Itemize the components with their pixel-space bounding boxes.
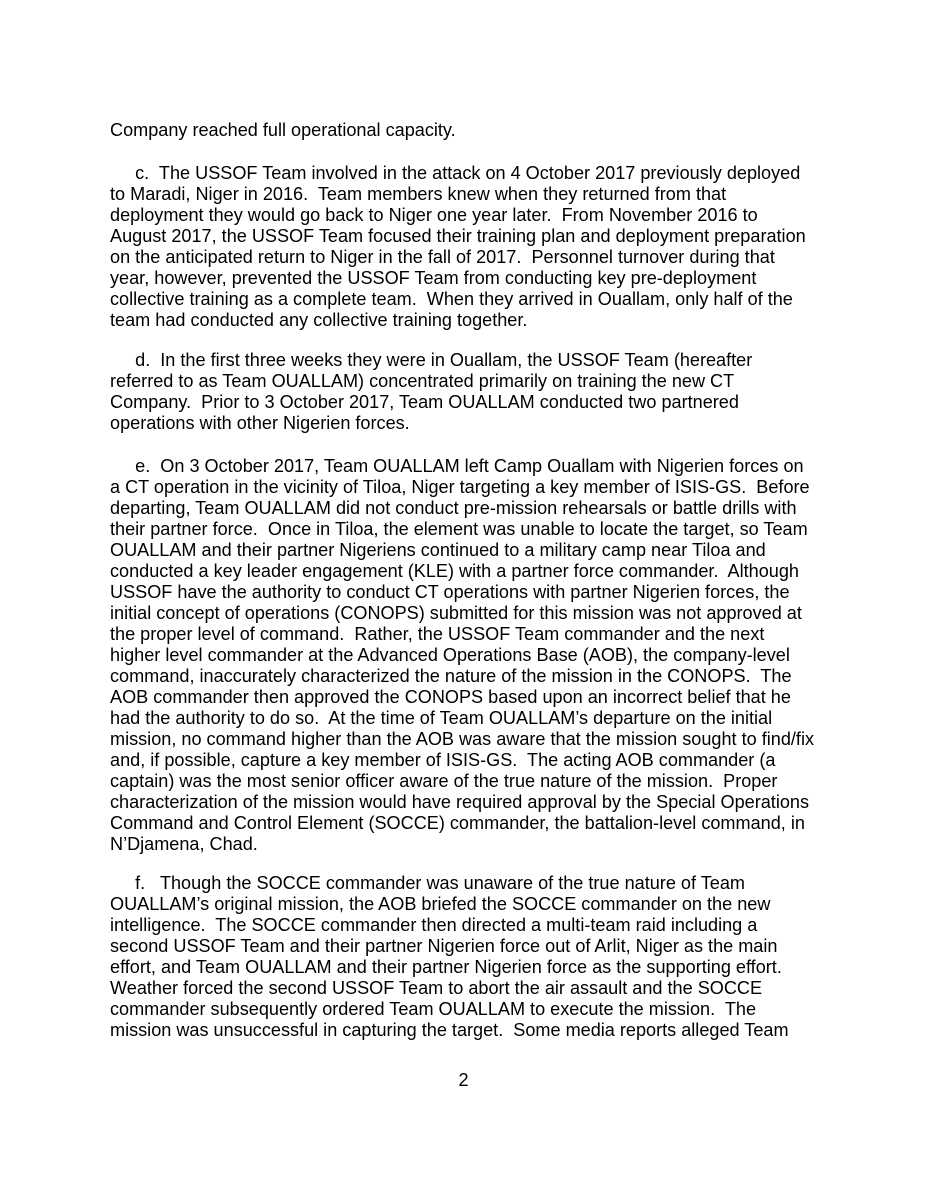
text-line: effort, and Team OUALLAM and their partner Nigerien force as the supporting effort. bbox=[110, 957, 782, 977]
text-line: their partner force. Once in Tiloa, the element was unable to locate the target, so Team bbox=[110, 519, 808, 539]
text-line: second USSOF Team and their partner Nigerien force out of Arlit, Niger as the main bbox=[110, 936, 778, 956]
text-line: mission, no command higher than the AOB was aware that the mission sought to find/fix bbox=[110, 729, 815, 749]
text-line: AOB commander then approved the CONOPS based upon an incorrect belief that he bbox=[110, 687, 791, 707]
text-line: OUALLAM’s original mission, the AOB briefed the SOCCE commander on the new bbox=[110, 894, 771, 914]
paragraph-f bbox=[110, 873, 822, 1041]
paragraph-continuation bbox=[110, 120, 822, 141]
text-line: the proper level of command. Rather, the USSOF Team commander and the next bbox=[110, 624, 765, 644]
text-line: on the anticipated return to Niger in the fall of 2017. Personnel turnover during that bbox=[110, 247, 775, 267]
page-number: 2 bbox=[458, 1070, 469, 1090]
text-line: higher level commander at the Advanced Operations Base (AOB), the company-level bbox=[110, 645, 790, 665]
text-line: initial concept of operations (CONOPS) submitted for this mission was not approved at bbox=[110, 603, 802, 623]
text-line: mission was unsuccessful in capturing the target. Some media reports alleged Team bbox=[110, 1020, 789, 1040]
text-line: to Maradi, Niger in 2016. Team members knew when they returned from that bbox=[110, 184, 727, 204]
text-line: Company. Prior to 3 October 2017, Team OUALLAM conducted two partnered bbox=[110, 392, 739, 412]
text-line: c. The USSOF Team involved in the attack on 4 October 2017 previously deployed bbox=[110, 163, 801, 183]
text-line: collective training as a complete team. When they arrived in Ouallam, only half of the bbox=[110, 289, 793, 309]
text-line: operations with other Nigerien forces. bbox=[110, 413, 410, 433]
text-line: conducted a key leader engagement (KLE) with a partner force commander. Although bbox=[110, 561, 799, 581]
paragraph-c bbox=[110, 163, 822, 331]
text-line: August 2017, the USSOF Team focused their training plan and deployment preparation bbox=[110, 226, 806, 246]
paragraph-e bbox=[110, 456, 822, 855]
text-line: characterization of the mission would have required approval by the Special Operations bbox=[110, 792, 810, 812]
text-line: Command and Control Element (SOCCE) commander, the battalion-level command, in bbox=[110, 813, 805, 833]
text-line: USSOF have the authority to conduct CT operations with partner Nigerien forces, the bbox=[110, 582, 790, 602]
text-line: and, if possible, capture a key member of ISIS-GS. The acting AOB commander (a bbox=[110, 750, 776, 770]
text-line: captain) was the most senior officer aware of the true nature of the mission. Proper bbox=[110, 771, 778, 791]
text-line: Company reached full operational capacity. bbox=[110, 120, 456, 140]
text-line: year, however, prevented the USSOF Team from conducting key pre-deployment bbox=[110, 268, 757, 288]
text-line: N’Djamena, Chad. bbox=[110, 834, 258, 854]
text-line: team had conducted any collective training together. bbox=[110, 310, 528, 330]
text-line: f. Though the SOCCE commander was unaware of the true nature of Team bbox=[110, 873, 745, 893]
text-line: d. In the first three weeks they were in Ouallam, the USSOF Team (hereafter bbox=[110, 350, 753, 370]
paragraph-d bbox=[110, 350, 822, 434]
text-line: departing, Team OUALLAM did not conduct pre-mission rehearsals or battle drills with bbox=[110, 498, 797, 518]
text-line: commander subsequently ordered Team OUALLAM to execute the mission. The bbox=[110, 999, 757, 1019]
text-line: had the authority to do so. At the time of Team OUALLAM’s departure on the initial bbox=[110, 708, 773, 728]
text-line: Weather forced the second USSOF Team to abort the air assault and the SOCCE bbox=[110, 978, 763, 998]
text-line: intelligence. The SOCCE commander then directed a multi-team raid including a bbox=[110, 915, 758, 935]
text-line: e. On 3 October 2017, Team OUALLAM left Camp Ouallam with Nigerien forces on bbox=[110, 456, 804, 476]
text-line: OUALLAM and their partner Nigeriens continued to a military camp near Tiloa and bbox=[110, 540, 766, 560]
text-line: referred to as Team OUALLAM) concentrated primarily on training the new CT bbox=[110, 371, 735, 391]
text-line: a CT operation in the vicinity of Tiloa, Niger targeting a key member of ISIS-GS. Before bbox=[110, 477, 810, 497]
text-line: deployment they would go back to Niger one year later. From November 2016 to bbox=[110, 205, 758, 225]
text-line: command, inaccurately characterized the nature of the mission in the CONOPS. The bbox=[110, 666, 792, 686]
